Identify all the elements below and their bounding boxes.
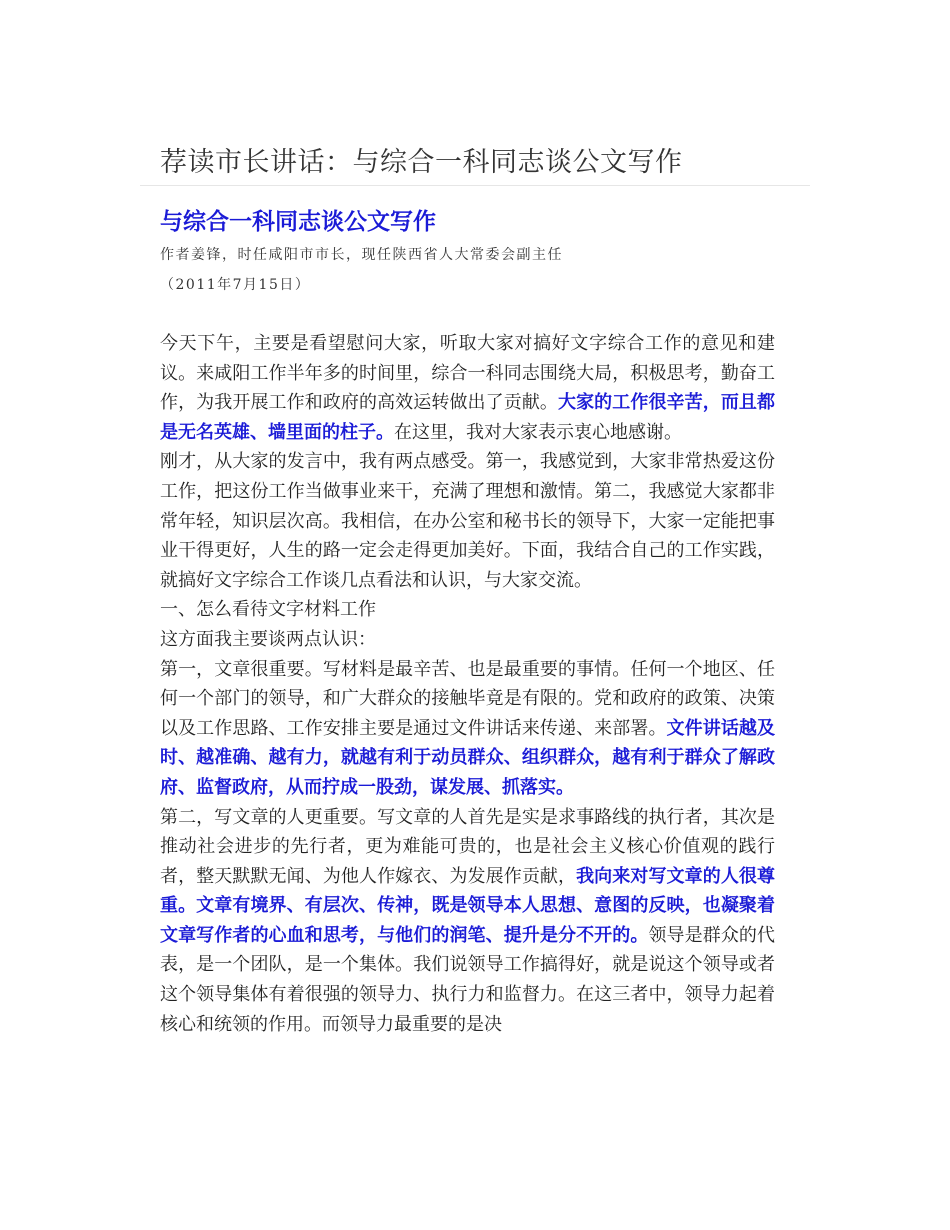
text-segment: 在这里，我对大家表示衷心地感谢。 xyxy=(394,421,682,443)
paragraph xyxy=(160,655,775,803)
text-segment: 第二，写文章的人更重要。写文章的人首先是实是求事路线的执行者，其次是推动社会进步的先行者，更为难能可贵的，也是社会主义核心价值观的践行者，整天默默无闻、为他人作嫁衣、为发展作贡献， xyxy=(160,806,775,887)
page-title: 荐读市长讲话：与综合一科同志谈公文写作 xyxy=(160,147,683,178)
text-segment: 第一，文章很重要。写材料是最辛苦、也是最重要的事情。任何一个地区、任何一个部门的领导，和广大群众的接触毕竟是有限的。党和政府的政策、决策以及工作思路、工作安排主要是通过文件讲话来传递、来部署。 xyxy=(160,658,775,739)
text-segment: 一、怎么看待文字材料工作 xyxy=(160,599,376,621)
title-divider xyxy=(140,185,810,186)
paragraph xyxy=(160,447,775,595)
text-segment: 领导是群众的代表，是一个团队，是一个集体。我们说领导工作搞得好，就是说这个领导或者这个领导集体有着很强的领导力、执行力和监督力。在这三者中，领导力起着核心和统领的作用。而领导力最重要的是决 xyxy=(160,924,775,1035)
text-segment: 刚才，从大家的发言中，我有两点感受。第一，我感觉到，大家非常热爱这份工作，把这份工作当做事业来干，充满了理想和激情。第二，我感觉大家都非常年轻，知识层次高。我相信，在办公室和秘书长的领导下，大家一定能把事业干得更好，人生的路一定会走得更加美好。下面，我结合自己的工作实践，就搞好文字综合工作谈几点看法和认识，与大家交流。 xyxy=(160,451,775,591)
paragraph xyxy=(160,329,775,447)
paragraph xyxy=(160,625,775,655)
article-title: 与综合一科同志谈公文写作 xyxy=(160,208,436,235)
text-segment: 今天下午，主要是看望慰问大家，听取大家对搞好文字综合工作的意见和建议。来咸阳工作半年多的时间里，综合一科同志围绕大局，积极思考，勤奋工作，为我开展工作和政府的高效运转做出了贡献。 xyxy=(160,333,775,414)
author-byline: 作者姜锋，时任咸阳市市长，现任陕西省人大常委会副主任 xyxy=(160,247,563,263)
emphasized-text: 我向来对写文章的人很尊重。文章有境界、有层次、传神，既是领导本人思想、意图的反映，也凝聚着文章写作者的心血和思考，与他们的润笔、提升是分不开的。 xyxy=(160,865,776,946)
paragraph xyxy=(160,803,775,1040)
article-body xyxy=(160,329,775,1039)
emphasized-text: 大家的工作很辛苦，而且都是无名英雄、墙里面的柱子。 xyxy=(160,392,775,443)
speech-date: （2011年7月15日） xyxy=(160,277,311,293)
emphasized-text: 文件讲话越及时、越准确、越有力，就越有利于动员群众、组织群众，越有利于群众了解政府、监督政府，从而拧成一股劲，谋发展、抓落实。 xyxy=(160,717,776,798)
text-segment: 这方面我主要谈两点认识： xyxy=(160,628,376,650)
section-heading xyxy=(160,595,775,625)
